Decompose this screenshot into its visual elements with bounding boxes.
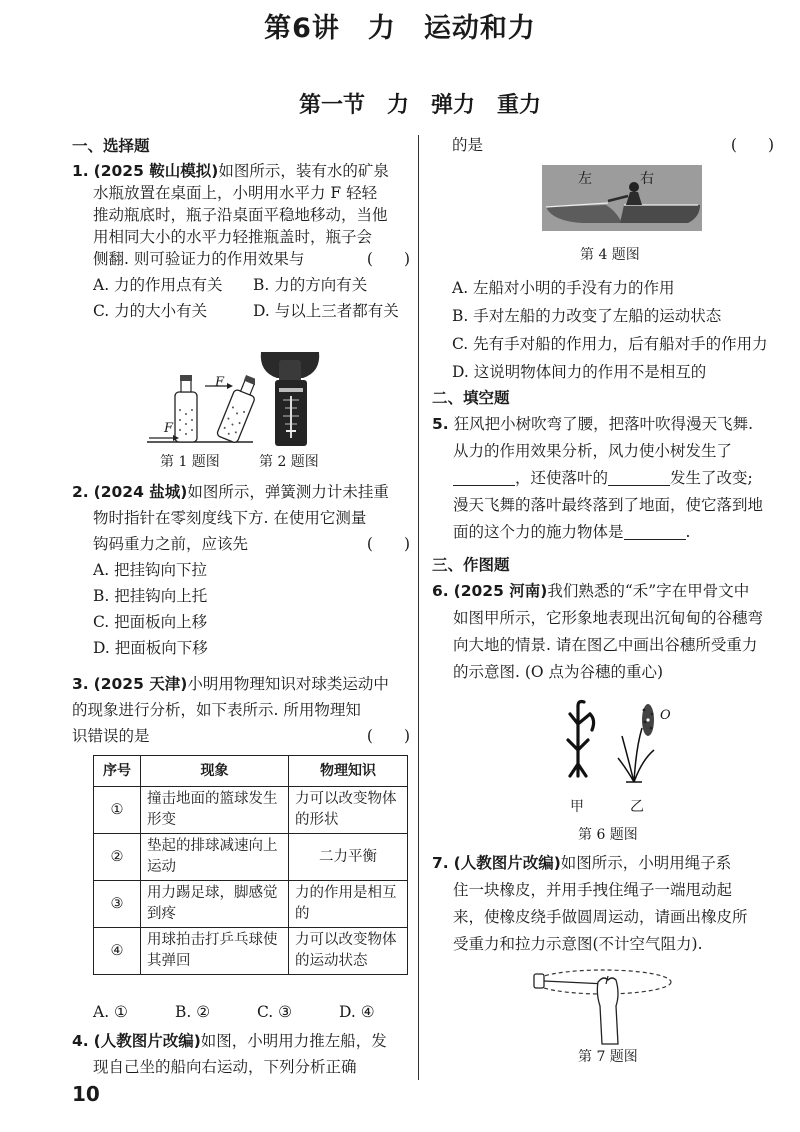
question-number: 1. bbox=[72, 162, 89, 180]
question-text: 来，使橡皮绕手做圆周运动，请画出橡皮所 bbox=[453, 908, 748, 926]
question-text: 物时指针在零刻度线下方. 在使用它测量 bbox=[93, 509, 367, 527]
center-of-gravity-label: O bbox=[660, 708, 671, 723]
question-text: 如图，小明用力推左船，发 bbox=[200, 1032, 387, 1050]
question-4-options bbox=[452, 277, 782, 383]
question-number: 2. bbox=[72, 483, 89, 501]
figure-6-grain bbox=[556, 698, 676, 790]
section-title: 第一节 力 弹力 重力 bbox=[298, 93, 541, 118]
figure-4-caption: 第 4 题图 bbox=[580, 247, 640, 263]
question-text: 的示意图. (O 点为谷穗的重心) bbox=[453, 663, 664, 681]
option-d: D. ④ bbox=[339, 1003, 375, 1021]
question-3 bbox=[72, 673, 410, 747]
question-text: 如图所示，装有水的矿泉 bbox=[218, 162, 389, 180]
table-row bbox=[94, 787, 408, 834]
option-c: C. 先有手对船的作用力，后有船对手的作用力 bbox=[452, 335, 768, 353]
question-text: 水瓶放置在桌面上，小明用水平力 F 轻轻 bbox=[93, 184, 378, 202]
question-2 bbox=[72, 481, 410, 659]
question-text: 如图所示，小明用绳子系 bbox=[560, 854, 732, 872]
table-cell: 垫起的排球减速向上运动 bbox=[141, 834, 289, 881]
question-text: 推动瓶底时，瓶子沿桌面平稳地移动，当他 bbox=[93, 206, 388, 224]
option-d: D. 这说明物体间力的作用不是相互的 bbox=[452, 363, 707, 381]
question-text: 的是 bbox=[452, 136, 484, 154]
figure-label-jia: 甲 bbox=[570, 799, 584, 815]
question-source: (人教图片改编) bbox=[93, 1032, 201, 1050]
question-4-continued bbox=[452, 134, 774, 156]
option-a: A. 力的作用点有关 bbox=[93, 276, 223, 294]
table-cell: 力可以改变物体的形状 bbox=[289, 787, 408, 834]
question-text: 住一块橡皮，并用手拽住绳子一端甩动起 bbox=[453, 881, 733, 899]
option-a: A. 左船对小明的手没有力的作用 bbox=[452, 279, 675, 297]
table-header: 物理知识 bbox=[289, 756, 408, 787]
question-source: (2025 鞍山模拟) bbox=[93, 162, 219, 180]
answer-blank[interactable] bbox=[624, 523, 686, 540]
table-cell: 用力踢足球，脚感觉到疼 bbox=[141, 881, 289, 928]
option-d: D. 把面板向下移 bbox=[93, 639, 208, 657]
question-text: 向大地的情景. 请在图乙中画出谷穗所受重力 bbox=[453, 636, 758, 654]
table-header: 序号 bbox=[94, 756, 141, 787]
question-source: (2025 天津) bbox=[93, 675, 188, 693]
figure-7-caption: 第 7 题图 bbox=[578, 1049, 638, 1065]
table-cell: ③ bbox=[94, 881, 141, 928]
question-text: 用相同大小的水平力轻推瓶盖时，瓶子会 bbox=[93, 228, 373, 246]
question-text: 的现象进行分析，如下表所示. 所用物理知 bbox=[72, 701, 361, 719]
boat-label-left: 左 bbox=[578, 171, 592, 187]
answer-blank[interactable] bbox=[608, 469, 670, 486]
table-row bbox=[94, 834, 408, 881]
oracle-he-character-icon bbox=[568, 702, 594, 777]
question-text: 从力的作用效果分析，风力使小树发生了 bbox=[453, 442, 733, 460]
question-text: 如图甲所示，它形象地表现出沉甸甸的谷穗弯 bbox=[453, 609, 764, 627]
table-cell: ④ bbox=[94, 928, 141, 975]
question-source: (人教图片改编) bbox=[453, 854, 561, 872]
table-header-row bbox=[94, 756, 408, 787]
question-number: 3. bbox=[72, 675, 89, 693]
column-divider bbox=[418, 135, 419, 1080]
option-c: C. 把面板向上移 bbox=[93, 613, 208, 631]
option-c: C. ③ bbox=[257, 1003, 293, 1021]
question-text: 钩码重力之前，应该先 bbox=[93, 535, 249, 553]
force-label: F bbox=[164, 421, 174, 436]
figure-1-bottles bbox=[145, 370, 255, 448]
option-b: B. ② bbox=[175, 1003, 211, 1021]
bottle-upright-icon bbox=[175, 375, 197, 442]
question-text: 漫天飞舞的落叶最终落到了地面，使它落到地 bbox=[453, 496, 764, 514]
figure-7-hand-rope bbox=[528, 962, 678, 1046]
question-text: 侧翻. 则可验证力的作用效果与 bbox=[93, 250, 305, 268]
table-cell: 力的作用是相互的 bbox=[289, 881, 408, 928]
option-b: B. 把挂钩向上托 bbox=[93, 587, 208, 605]
question-source: (2024 盐城) bbox=[93, 483, 188, 501]
table-row bbox=[94, 881, 408, 928]
table-cell: ① bbox=[94, 787, 141, 834]
question-text: 如图所示，弹簧测力计未挂重 bbox=[187, 483, 389, 501]
section-heading-choice: 一、选择题 bbox=[72, 137, 150, 155]
question-text: 发生了改变; bbox=[670, 469, 753, 487]
table-cell: 二力平衡 bbox=[289, 834, 408, 881]
table-cell: ② bbox=[94, 834, 141, 881]
chapter-title: 第6讲 力 运动和力 bbox=[264, 13, 536, 44]
eraser-icon bbox=[534, 974, 544, 988]
question-5 bbox=[432, 413, 777, 543]
force-label: F bbox=[215, 375, 225, 390]
question-text: 受重力和拉力示意图(不计空气阻力). bbox=[453, 935, 703, 953]
question-text: ，还使落叶的 bbox=[515, 469, 609, 487]
question-number: 4. bbox=[72, 1032, 89, 1050]
section-heading-fill: 二、填空题 bbox=[432, 389, 510, 407]
figure-label-yi: 乙 bbox=[630, 799, 644, 815]
question-7 bbox=[432, 852, 777, 955]
table-row bbox=[94, 928, 408, 975]
option-b: B. 手对左船的力改变了左船的运动状态 bbox=[452, 307, 722, 325]
question-text: 面的这个力的施力物体是 bbox=[453, 523, 624, 541]
question-text: 小明用物理知识对球类运动中 bbox=[187, 675, 389, 693]
answer-blank[interactable] bbox=[453, 469, 515, 486]
option-d: D. 与以上三者都有关 bbox=[253, 302, 399, 320]
question-text: 狂风把小树吹弯了腰，把落叶吹得漫天飞舞. bbox=[453, 415, 754, 433]
question-number: 6. bbox=[432, 582, 449, 600]
answer-paren: ( ) bbox=[730, 136, 774, 154]
question-number: 7. bbox=[432, 854, 449, 872]
question-source: (2025 河南) bbox=[453, 582, 548, 600]
table-cell: 撞击地面的篮球发生形变 bbox=[141, 787, 289, 834]
answer-paren: ( ) bbox=[366, 535, 410, 553]
question-text: . bbox=[685, 523, 691, 541]
figure-6-caption: 第 6 题图 bbox=[578, 827, 638, 843]
question-4 bbox=[72, 1030, 410, 1078]
hand-icon bbox=[597, 978, 618, 1044]
option-a: A. 把挂钩向下拉 bbox=[93, 561, 208, 579]
question-text: 现自己坐的船向右运动，下列分析正确 bbox=[93, 1058, 357, 1076]
q3-options bbox=[93, 1001, 375, 1023]
page-number: 10 bbox=[72, 1082, 100, 1106]
rice-plant-icon bbox=[618, 728, 654, 782]
table-cell: 力可以改变物体的运动状态 bbox=[289, 928, 408, 975]
option-a: A. ① bbox=[93, 1003, 128, 1021]
answer-paren: ( ) bbox=[366, 250, 410, 268]
figure-2-spring-scale bbox=[255, 352, 327, 448]
question-number: 5. bbox=[432, 415, 449, 433]
table-header: 现象 bbox=[141, 756, 289, 787]
question-text: 我们熟悉的“禾”字在甲骨文中 bbox=[547, 582, 750, 600]
table-cell: 用球拍击打乒乓球使其弹回 bbox=[141, 928, 289, 975]
question-1 bbox=[72, 160, 410, 322]
option-c: C. 力的大小有关 bbox=[93, 302, 208, 320]
figure-1-caption: 第 1 题图 bbox=[160, 454, 220, 470]
option-b: B. 力的方向有关 bbox=[253, 276, 368, 294]
question-6 bbox=[432, 580, 777, 683]
q3-table bbox=[93, 755, 408, 975]
answer-paren: ( ) bbox=[366, 727, 410, 745]
figure-4-boats bbox=[542, 165, 702, 231]
boat-label-right: 右 bbox=[640, 171, 654, 187]
section-heading-draw: 三、作图题 bbox=[432, 556, 510, 574]
question-text: 识错误的是 bbox=[72, 727, 150, 745]
figure-2-caption: 第 2 题图 bbox=[259, 454, 319, 470]
